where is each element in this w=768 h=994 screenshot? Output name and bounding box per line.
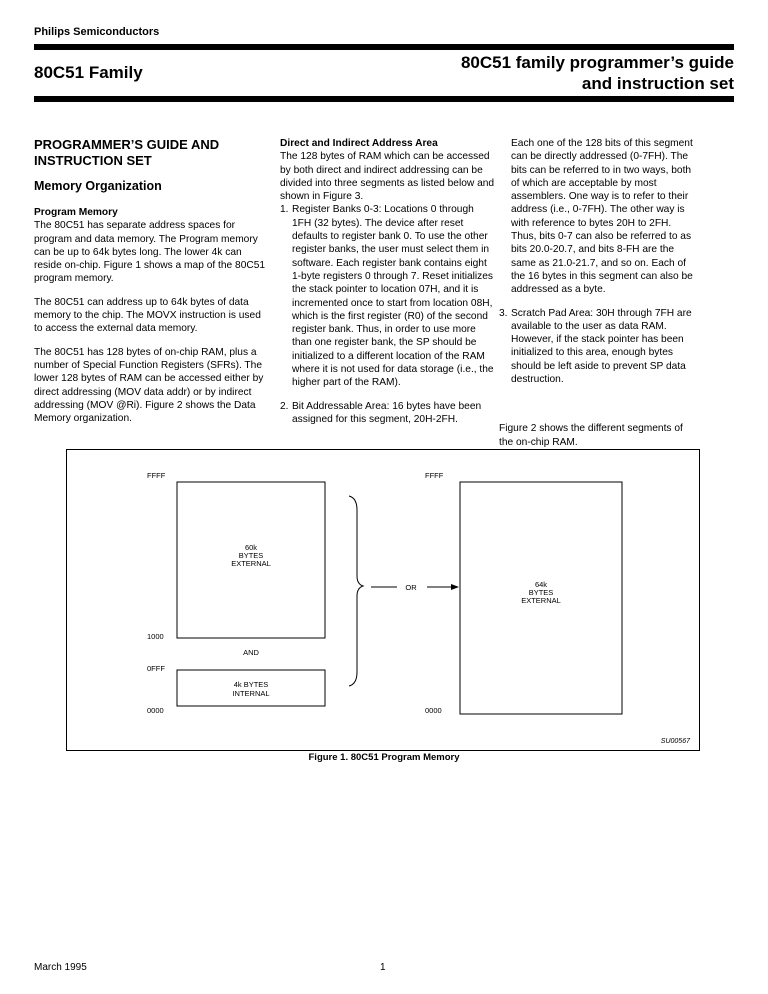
section-heading-line1: PROGRAMMER’S GUIDE AND bbox=[34, 137, 220, 152]
list-item bbox=[280, 400, 495, 427]
list-number: 3. bbox=[499, 307, 508, 319]
label-ffff-right: FFFF bbox=[425, 471, 444, 480]
ext64k-line1: 64k bbox=[534, 580, 548, 589]
page-number: 1 bbox=[380, 962, 386, 973]
paragraph: The 80C51 can address up to 64k bytes of data memory to the chip. The MOVX instruction is used to access the external data memory. bbox=[34, 296, 261, 335]
list-text: Register Banks 0-3: Locations 0 through 1FH (32 bytes). The device after reset defaults to register bank 0. To use the other register banks, the user must select them in software. Each register bank contains eight 1-byte registers 0 through 7. Reset initializes the stack pointer to location 07H, and it is incremented once to start from location 08H, which is the first register (R0) of the second register bank. Thus, in order to use more than one register bank, the SP should be initialized to a different location of the RAM where it is not used for data storage (i.e., the higher part of the RAM). bbox=[292, 204, 494, 389]
brace-icon bbox=[349, 496, 363, 686]
figure-program-memory bbox=[66, 449, 700, 751]
ext60k-line1: 60k bbox=[244, 543, 258, 552]
list-item bbox=[499, 307, 699, 387]
section-heading bbox=[34, 137, 266, 169]
label-1000: 1000 bbox=[147, 632, 164, 641]
label-or: OR bbox=[405, 583, 417, 592]
memory-map-diagram bbox=[67, 450, 699, 750]
label-0fff: 0FFF bbox=[147, 664, 165, 673]
paragraph: The 128 bytes of RAM which can be accessed by both direct and indirect addressing can be divided into three segments as listed below and shown in Figure 3. bbox=[280, 151, 495, 203]
figure-code: SU00567 bbox=[660, 738, 690, 745]
label-0000-right: 0000 bbox=[425, 706, 442, 715]
footer-date: March 1995 bbox=[34, 962, 87, 973]
list-number: 1. bbox=[280, 204, 289, 216]
label-0000-left: 0000 bbox=[147, 706, 164, 715]
document-title-line1: 80C51 family programmer’s guide bbox=[460, 53, 734, 72]
document-title-line2: and instruction set bbox=[581, 74, 734, 93]
ext64k-line3: EXTERNAL bbox=[521, 596, 561, 605]
paragraph: The 80C51 has 128 bytes of on-chip RAM, plus a number of Special Function Registers (SFRs). The lower 128 bytes of RAM can be accessed either by direct addressing (MOV data addr) or by indirect addressing (MOV @Ri). Figure 2 shows the Data Memory organization. bbox=[34, 346, 264, 425]
column-2 bbox=[280, 137, 495, 426]
header-rule-bottom bbox=[34, 96, 734, 102]
company-name: Philips Semiconductors bbox=[34, 26, 160, 38]
column-1 bbox=[34, 137, 266, 435]
int4k-line2: INTERNAL bbox=[232, 689, 270, 698]
paragraph: Each one of the 128 bits of this segment can be directly addressed (0-7FH). The bits can be referred to in two ways, both of which are acceptable by most assemblers. One way is to refer to their address (i.e., 0-7FH). The other way is with reference to bytes 20H to 2FH. Thus, bits 0-7 can also be referred to as bits 20.0-20.7, and bits 8-FH are the same as 21.0-21.7, and so on. Each of the 16 bytes in this segment can also be addressed as a byte. bbox=[511, 138, 693, 296]
document-title bbox=[461, 52, 734, 94]
column-3 bbox=[499, 137, 699, 459]
label-ffff-left: FFFF bbox=[147, 471, 166, 480]
list-text: Bit Addressable Area: 16 bytes have been assigned for this segment, 20H-2FH. bbox=[292, 400, 482, 425]
paragraph: The 80C51 has separate address spaces for program and data memory. The Program memory can be up to 64k bytes long. The lower 4k can reside on-chip. Figure 1 shows a map of the 80C51 program memory. bbox=[34, 220, 266, 285]
list-number: 2. bbox=[280, 400, 289, 412]
ext60k-line2: BYTES bbox=[238, 551, 264, 560]
list-item bbox=[280, 203, 495, 389]
family-label: 80C51 Family bbox=[34, 63, 143, 82]
section-heading-line2: INSTRUCTION SET bbox=[34, 153, 152, 168]
address-area-heading: Direct and Indirect Address Area bbox=[280, 138, 438, 149]
paragraph: Figure 2 shows the different segments of the on-chip RAM. bbox=[499, 423, 683, 448]
label-and: AND bbox=[243, 648, 259, 657]
subsection-heading: Memory Organization bbox=[34, 179, 162, 193]
header-rule-top bbox=[34, 44, 734, 50]
figure-caption: Figure 1. 80C51 Program Memory bbox=[308, 752, 460, 763]
program-memory-heading: Program Memory bbox=[34, 207, 118, 218]
arrow-right-icon bbox=[451, 584, 459, 590]
ext64k-line2: BYTES bbox=[528, 588, 554, 597]
int4k-line1: 4k BYTES bbox=[233, 680, 269, 689]
ext60k-line3: EXTERNAL bbox=[231, 559, 271, 568]
list-text: Scratch Pad Area: 30H through 7FH are available to the user as data RAM. However, if the stack pointer has been initialized to this area, enough bytes should be left aside to prevent SP data destruction. bbox=[511, 307, 692, 386]
